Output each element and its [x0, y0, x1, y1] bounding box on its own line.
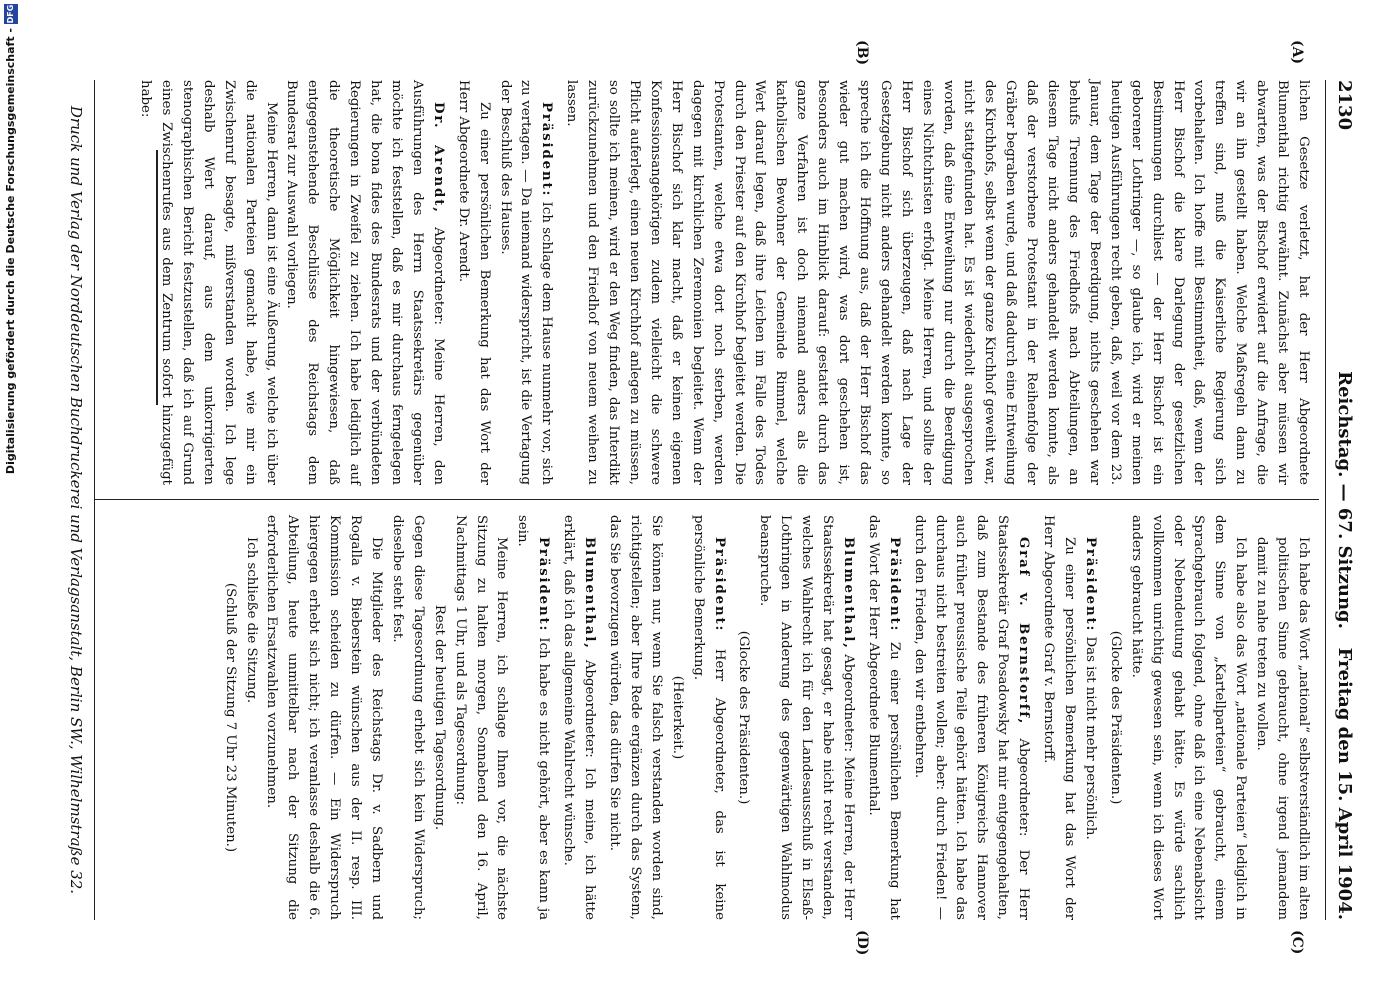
- column-divider: [94, 499, 1319, 500]
- credit-text: Digitalisierung gefördert durch die Deutsche Forschungsgemeinschaft -: [4, 28, 17, 475]
- paragraph: [908, 515, 1033, 920]
- paragraph: [687, 515, 729, 920]
- stage-note: (Glocke des Präsidenten.): [1107, 630, 1123, 805]
- paragraph: Ich schließe die Sitzung.: [243, 537, 259, 704]
- speech-text: Abgeordneter: Der Herr Staatssekretär Graf Posadowsky hat mir entgegengehalten, daß zum Bestande des früheren Königreichs Hannover auch früher preussische Teile gehört hätten. Ich habe das durchaus nicht bestreiten wollen; aber: durch Frieden! — durch den Frieden, den wir entbehren.: [911, 515, 1032, 920]
- paragraph: [281, 80, 448, 485]
- printer-imprint: Druck und Verlag der Norddeutschen Buchdruckerei und Verlagsanstalt, Berlin SW., Wilhelmstraße 32.: [67, 105, 85, 895]
- paragraph: Sie können nur, wenn Sie falsch verstanden worden sind, richtigstellen; aber Ihre Rede ergänzen durch das System, das Sie bevorzugen würden, das dürfen Sie nicht.: [607, 515, 664, 920]
- margin-mark-a: (A): [1289, 40, 1305, 65]
- right-column: [219, 515, 1313, 920]
- speech-text: Abgeordneter: Meine Herren, der Herr Staatssekretär hat gesagt, er habe nicht recht verstanden, welches Wahlrecht ich für den Landesausschuß in Elsaß-Lothringen in Anderung des gegenwärtigen Wahlmodus beanspruche.: [757, 515, 856, 920]
- digitization-credit: [0, 0, 22, 1000]
- paragraph: Zu einer persönlichen Bemerkung hat das Wort der Herr Abgeordnete Graf v. Bernstorff.: [1041, 515, 1078, 920]
- paragraph: [511, 515, 553, 920]
- session-close-note: (Schluß der Sitzung 7 Uhr 23 Minuten.): [222, 582, 238, 853]
- speaker-name: Präsident:: [536, 537, 552, 633]
- speaker-name: Präsident:: [886, 537, 902, 633]
- speaker-name: Präsident:: [1082, 537, 1098, 633]
- margin-mark-b: (B): [854, 40, 870, 66]
- speech-text: Zu einer persönlichen Bemerkung hat das Wort der Herr Abgeordnete Blumenthal.: [865, 515, 902, 920]
- header-rule: [1325, 80, 1326, 920]
- speaker-name: Präsident:: [539, 102, 555, 198]
- speech-text: Ich habe es nicht gehört, aber es kann ja sein.: [515, 515, 552, 920]
- speaker-name: Blumenthal,: [582, 537, 598, 650]
- paragraph: Zu einer persönlichen Bemerkung hat das Wort der Herr Abgeordnete Dr. Arendt.: [455, 80, 492, 485]
- paragraph: [557, 515, 599, 920]
- speech-text: Abgeordneter: Ich meine, ich hätte erklärt, daß ich das allgemeine Wahlrecht wünsche.: [561, 515, 598, 920]
- quoted-passage: Ich habe das Wort „national“ selbstverständlich im alten politischen Sinne gebraucht, ohne irgend jemandem damit zu nahe treten zu wollen.: [1254, 537, 1311, 920]
- speaker-name: Graf v. Bernstorff,: [1016, 537, 1032, 726]
- paragraph: [1079, 515, 1100, 920]
- stage-note: (Glocke des Präsidenten.): [736, 630, 752, 805]
- paragraph: Die Mitglieder des Reichstags Dr. v. Sadbern und Rogalla v. Bieberstein wünschen aus der II. resp. III. Kommission scheiden zu dürfen. — Ein Widerspruch hiergegen erhebt sich nicht; ich veranlasse deshalb die 6. Abteilung, heute unmittelbar nach der Sitzung die erforderlichen Ersatzwahlen vorzunehmen.: [264, 515, 385, 920]
- margin-mark-d: (D): [854, 930, 870, 956]
- speech-text: Abgeordneter: Meine Herren, den Ausführungen des Herrn Staatssekretärs gegenüber möchte ich feststellen, daß es mir durchaus ferngelegen hat, die bona fides des Bundesrats und der verbündeten Regierungen in Zweifel zu ziehen. Ich habe lediglich auf die theoretische Möglichkeit hingewiesen, daß entgegenstehende Beschlüsse des Reichstags dem Bundesrat zur Auswahl vorliegen.: [284, 80, 446, 485]
- footer-rule: [94, 80, 95, 920]
- speech-text: Ich schlage dem Hause nunmehr vor, sich zu vertagen. — Da niemand widerspricht, ist die Vertagung der Beschluß des Hauses.: [497, 80, 555, 485]
- speech-text: Das ist nicht mehr persönlich.: [1082, 636, 1098, 840]
- dfg-logo: DFG: [4, 4, 18, 24]
- paragraph: Meine Herren, ich schlage Ihnen vor, die nächste Sitzung zu halten morgen, Sonnabend den 16. April, Nachmittags 1 Uhr, und als Tagesordnung:: [452, 515, 510, 920]
- session-date: Freitag den 15. April 1904.: [1334, 647, 1355, 920]
- paragraph: [753, 515, 858, 920]
- margin-mark-c: (C): [1289, 930, 1305, 955]
- paragraph: Ich habe also das Wort „nationale Parteien“ lediglich in dem Sinne von „Kartellparteien“ gebraucht, einem Sprachgebrauch folgend, ohne daß ich eine Nebenabsicht oder Nebendeutung gehabt hätte. Es würde sachlich vollkommen unrichtig gewesen sein, wenn ich dieses Wort anders gebraucht hätte.: [1128, 515, 1249, 920]
- paragraph: Meine Herren, dann ist eine Äußerung, welche ich über die nationalen Parteien gemacht habe, wie mir ein Zwischenruf besagte, mißverstanden worden. Ich lege deshalb Wert darauf, aus dem unkorrigierten stenographischen Bericht festzustellen, daß ich auf Grund eines Zwischenrufes aus dem Zentrum sofort hinzugefügt habe:: [138, 80, 279, 485]
- left-column: [134, 80, 1313, 485]
- paragraph: Gegen diese Tagesordnung erhebt sich kein Widerspruch; dieselbe steht fest.: [389, 515, 426, 920]
- agenda-item: Rest der heutigen Tagesordnung.: [431, 604, 447, 831]
- stage-note: (Heiterkeit.): [669, 675, 685, 760]
- paragraph: [494, 80, 557, 485]
- page-title: Reichstag. — 67. Sitzung.: [1334, 371, 1355, 629]
- paragraph: [862, 515, 904, 920]
- page-header: [1331, 80, 1355, 920]
- speech-text: Herr Abgeordneter, das ist keine persönliche Bemerkung.: [690, 515, 727, 920]
- speaker-name: Blumenthal,: [840, 537, 856, 650]
- speaker-name: Präsident:: [711, 537, 727, 633]
- page-number: 2130: [1334, 80, 1355, 131]
- speaker-name: Dr. Arendt,: [430, 102, 446, 214]
- paragraph: lichen Gesetze verletzt, hat der Herr Abgeordnete Blumenthal richtig erwähnt. Zunächst aber müssen wir abwarten, was der Bischof erwidert auf die Anfrage, die wir an ihn gestellt haben. Welche Maßregeln dann zu treffen sind, muß die Kaiserliche Regierung sich vorbehalten. Ich hoffe mit Bestimmtheit, daß, wenn der Herr Bischof die klare Darlegung der gesetzlichen Bestimmungen durchliest — der Herr Bischof ist ein geborener Lothringer —, so glaube ich, wird er meinen heutigen Ausführungen recht geben, daß, weil vor dem 23. Januar, dem Tage der Beerdigung, nichts geschehen war behufs Trennung des Friedhofs nach Abteilungen, an diesem Tage nicht anders gehandelt werden konnte, als daß der verstorbene Protestant in der Reihenfolge der Gräber begraben wurde, und daß dadurch eine Entweihung des Kirchhofs, selbst wenn der ganze Kirchhof geweiht war, nicht stattgefunden hat. Es ist wiederholt ausgesprochen worden, daß eine Entweihung nur durch die Beerdigung eines Nichtchristen erfolgt. Meine Herren, und sollte der Herr Bischof sich überzeugen, daß nach Lage der Gesetzgebung nicht anders gehandelt werden konnte, so spreche ich die Hoffnung aus, daß der Herr Bischof das wieder gut machen wird, was dort geschehen ist, besonders auch im Hinblick darauf: gestattet durch das ganze Verfahren ist doch niemand anders als die katholischen Bewohner der Gemeinde Rimmel, welche Wert darauf legen, daß ihre Leichen im Falle des Todes durch den Priester auf den Kirchhof begleitet werden. Die Protestanten, welche etwa dort noch sterben, werden dagegen mit kirchlichen Zeremonien begleitet. Wenn der Herr Bischof sich klar macht, daß er keinen eigenen Konfessionsangehörigen zudem vielleicht die schwere Pflicht auferlegt, einen neuen Kirchhof anlegen zu müssen, so sollte ich meinen, wird er den Weg finden, das Interdikt zurückzunehmen und den Friedhof von neuem weihen zu lassen.: [564, 80, 1311, 485]
